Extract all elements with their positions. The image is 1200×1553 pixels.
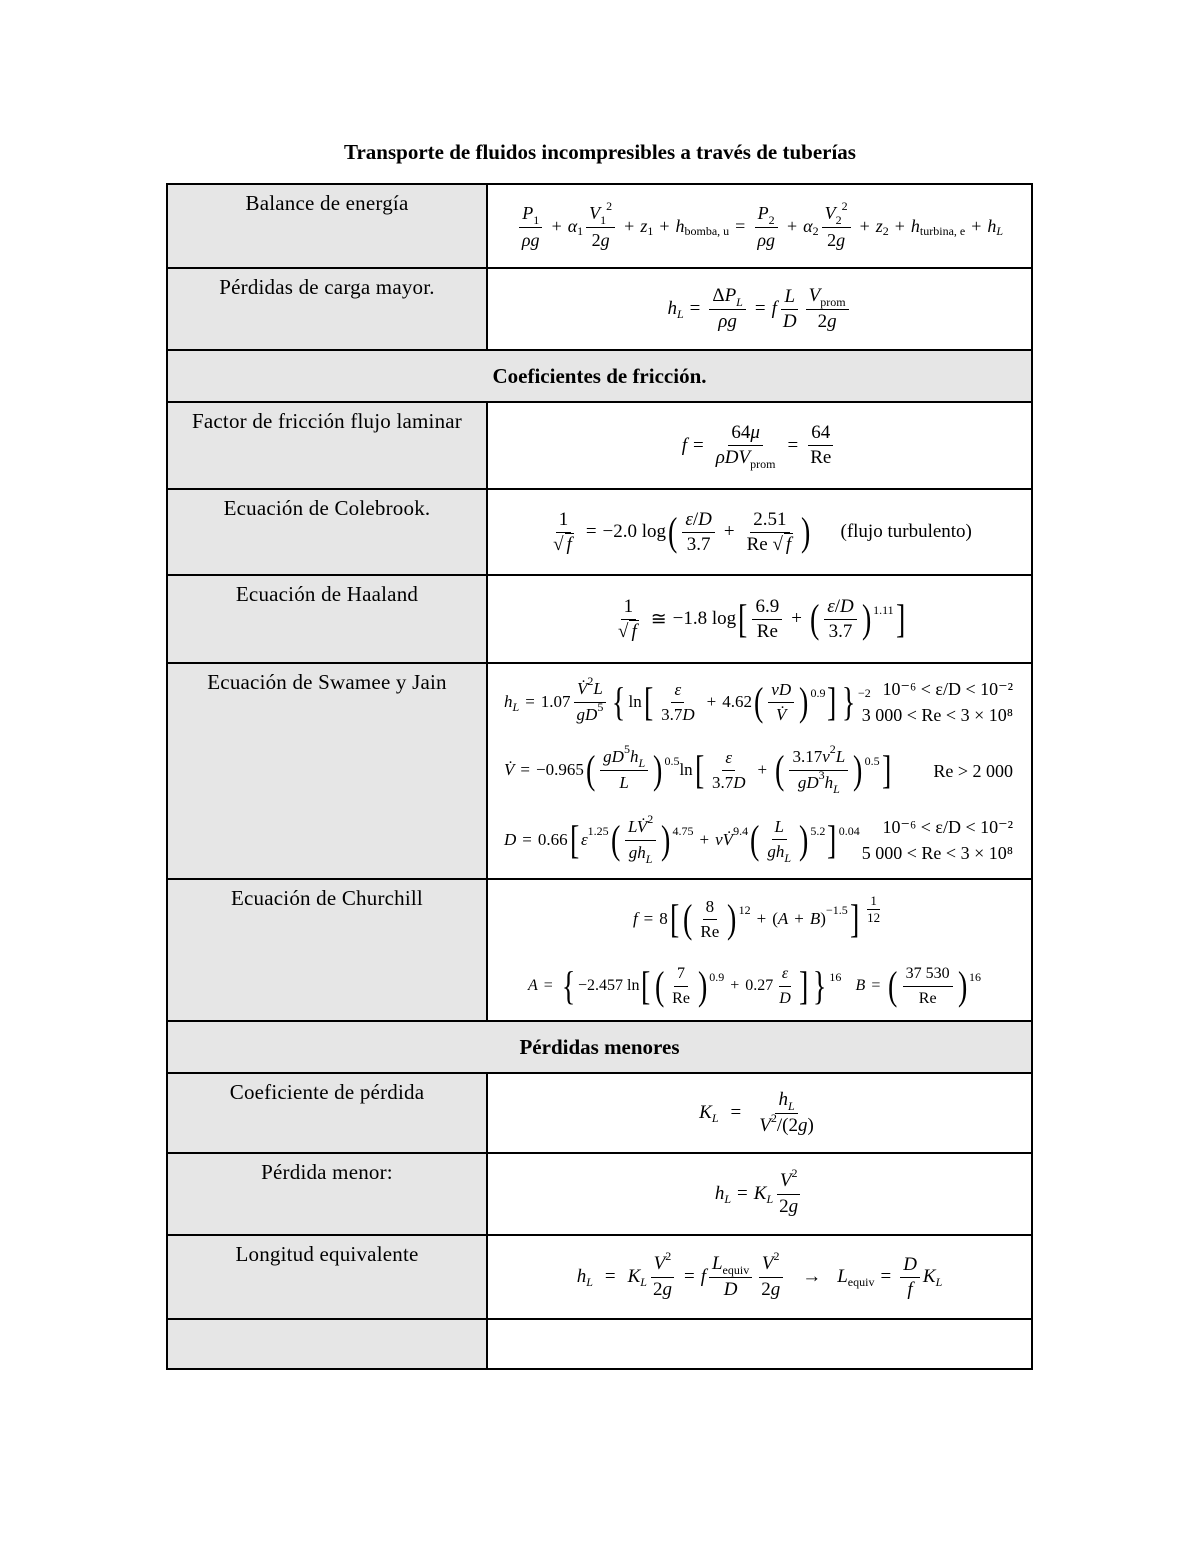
row-label-haaland: Ecuación de Haaland xyxy=(167,575,487,663)
row-label-minor-loss: Pérdida menor: xyxy=(167,1153,487,1235)
equiv-subscript-2: equiv xyxy=(847,1274,875,1289)
page-title: Transporte de fluidos incompresibles a través de tuberías xyxy=(344,140,856,164)
equiv-subscript-1: equiv xyxy=(722,1263,750,1277)
formula-table xyxy=(166,183,1033,1370)
formula-major-losses: h L = $\frac{\Delta P_L}{\rho g}$ = f $\frac{L}{D}$ $\frac{V_{prom}}{2g}$ xyxy=(487,268,1032,350)
sj-coef-3: 0.66 xyxy=(537,830,568,849)
row-label-empty xyxy=(167,1319,487,1369)
table-row xyxy=(167,575,1032,663)
row-label-loss-coefficient: Coeficiente de pérdida xyxy=(167,1073,487,1153)
churchill-b-numerator: 37 530 xyxy=(903,963,953,987)
sj-coef-1: 1.07 xyxy=(540,692,571,711)
sj-condition-2: Re > 2 000 xyxy=(933,761,1013,781)
formula-empty xyxy=(487,1319,1032,1369)
row-label-churchill: Ecuación de Churchill xyxy=(167,879,487,1021)
row-label-equivalent-length: Longitud equivalente xyxy=(167,1235,487,1319)
turbine-subscript: turbina, e xyxy=(919,223,966,238)
formula-minor-loss: h L = K L $\frac{V^2}{2g}$ xyxy=(487,1153,1032,1235)
table-row xyxy=(167,1021,1032,1073)
churchill-a-027: 0.27 xyxy=(745,977,774,994)
sj-condition-1b: 3 000 < Re < 3 × 10⁸ xyxy=(861,705,1013,725)
row-label-swamee-jain: Ecuación de Swamee y Jain xyxy=(167,663,487,879)
row-label-energy-balance: Balance de energía xyxy=(167,184,487,268)
churchill-a-coefficient: −2.457 ln xyxy=(578,977,640,994)
formula-energy-balance: $\frac{P_1}{\rho g}$ + α 1 $\frac{V_1^2}{2g}$ + z 1 + h bomba, u = $\frac{P_2}{\rho g}$ + α 2 $\frac{V_2^2}{2g}$ + z 2 + h turbina, e + h L xyxy=(487,184,1032,268)
table-row xyxy=(167,268,1032,350)
formula-colebrook: $\frac{1}{√ f}$ = −2.0 log ( $\frac{\varepsilon/D}{3.7}$ + $\frac{2.51}{Re √ f}$ ) (flujo turbulento) xyxy=(487,489,1032,575)
section-header-friction: Coeficientes de fricción. xyxy=(167,350,1032,402)
turbulent-flow-note: (flujo turbulento) xyxy=(840,521,972,542)
row-label-colebrook: Ecuación de Colebrook. xyxy=(167,489,487,575)
haaland-exponent: 1.11 xyxy=(873,602,894,617)
formula-laminar: f = $\frac{64\mu}{\rho DV_{prom}}$ = $\frac{64}{Re}$ xyxy=(487,402,1032,489)
sj-coef-2: −0.965 xyxy=(535,760,584,779)
formula-swamee-jain: h L = 1.07 $\frac{V̇^2L}{gD^5}$ { ln [ $\frac{\varepsilon}{3.7D}$ + 4.62 ( $\frac{vD}{V̇}$ ) 0.9 ] } −2 10⁻⁶ < ε/D < 10⁻² 3 000 < Re < 3 × 10⁸ V̇ = −0.965 ( $\frac{gD^5h_L}{L}$ ) 0.5 ln [ $\frac{\varepsilon}{3.7D}$ + ( $\frac{3.17v^2L}{gD^3h_L}$ ) 0.5 ] Re > 2 000 D = 0.66 [ ε 1.25 ( $\frac{LV̇^2}{gh_L}$ ) 4.75 + vV̇ 9.4 ( $\frac{L}{gh_L}$ ) 5.2 ] 0.04 10⁻⁶ < ε/D < 10⁻² 5 000 < Re < 3 × 10⁸ xyxy=(487,663,1032,879)
prom-subscript: prom xyxy=(820,295,846,309)
table-row xyxy=(167,489,1032,575)
table-row xyxy=(167,350,1032,402)
colebrook-coefficient: −2.0 log xyxy=(602,521,667,542)
haaland-coefficient: −1.8 log xyxy=(672,608,737,629)
table-row xyxy=(167,663,1032,879)
pump-subscript: bomba, u xyxy=(684,223,730,238)
table-row xyxy=(167,184,1032,268)
row-label-major-losses: Pérdidas de carga mayor. xyxy=(167,268,487,350)
row-label-laminar: Factor de fricción flujo laminar xyxy=(167,402,487,489)
sj-condition-3a: 10⁻⁶ < ε/D < 10⁻² xyxy=(882,817,1013,837)
table-row xyxy=(167,1153,1032,1235)
table-row xyxy=(167,1319,1032,1369)
laminar-numerator: 64 xyxy=(808,422,833,446)
table-row xyxy=(167,402,1032,489)
sj-condition-3b: 5 000 < Re < 3 × 10⁸ xyxy=(861,843,1013,863)
formula-loss-coefficient: K L = $\frac{h_L}{V^2/(2g)}$ xyxy=(487,1073,1032,1153)
formula-equivalent-length: h L = K L $\frac{V^2}{2g}$ = f $\frac{L_{equiv}}{D}$ $\frac{V^2}{2g}$ → L equiv = $\frac{D}{f}$ K L xyxy=(487,1235,1032,1319)
table-row xyxy=(167,879,1032,1021)
formula-churchill: f = 8 [ ( $\frac{8}{Re}$ ) 12 + ( A + B ) −1.5 ] $\frac{1}{12}$ A = { −2.457 ln [ ( $\frac{7}{Re}$ ) 0.9 + 0.27 $\frac{\varepsilon}{D}$ ] } 16 B = ( $\frac{37 530}{Re}$ ) 16 xyxy=(487,879,1032,1021)
sj-condition-1a: 10⁻⁶ < ε/D < 10⁻² xyxy=(882,679,1013,699)
section-header-minor-losses: Pérdidas menores xyxy=(167,1021,1032,1073)
formula-haaland: $\frac{1}{√ f}$ ≅ −1.8 log [ $\frac{6.9}{Re}$ + ( $\frac{\varepsilon/D}{3.7}$ ) 1.11 ] xyxy=(487,575,1032,663)
table-row xyxy=(167,1073,1032,1153)
table-row xyxy=(167,1235,1032,1319)
